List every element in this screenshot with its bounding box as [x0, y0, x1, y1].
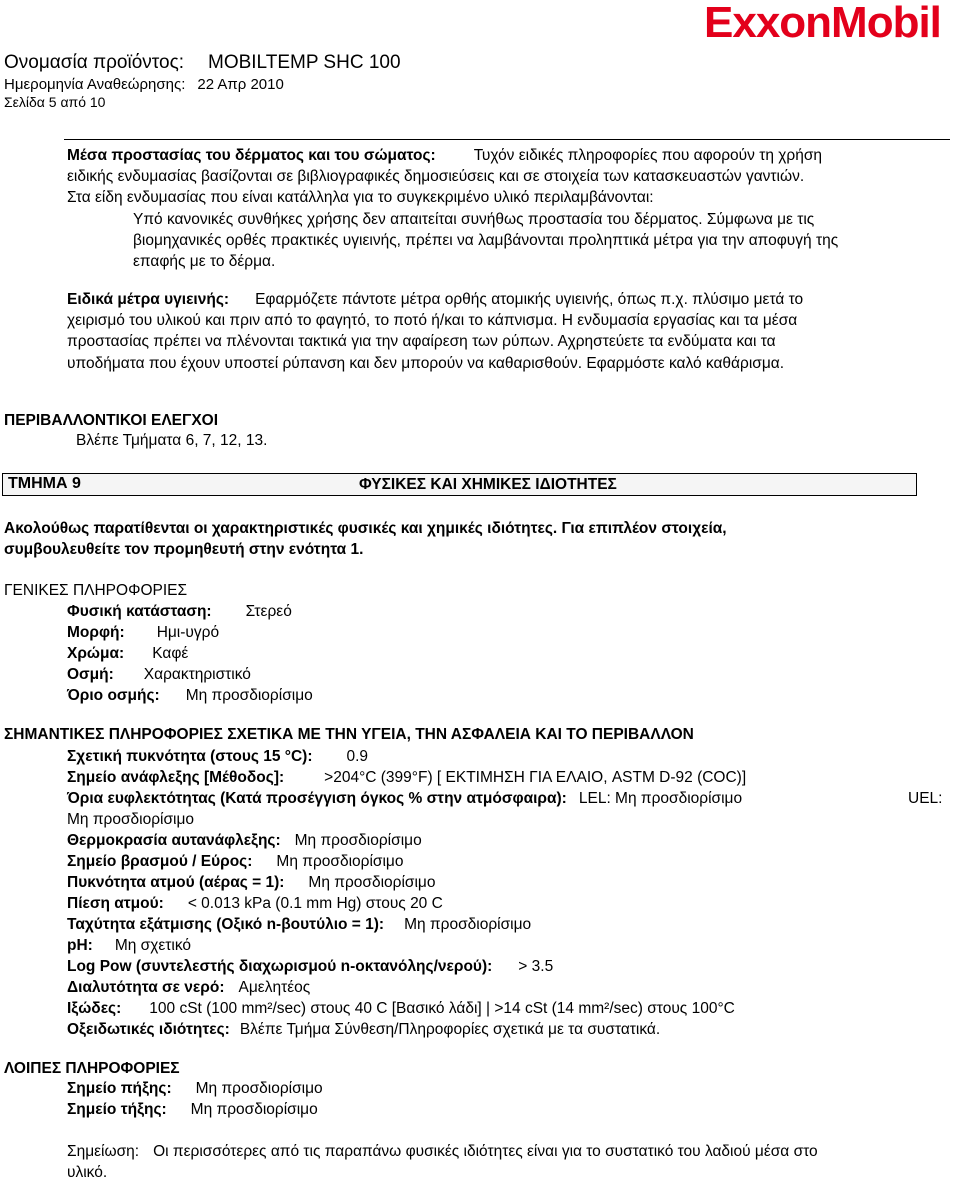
flash-point-label: Σημείο ανάφλεξης [Μέθοδος]:	[67, 769, 285, 786]
product-name-value: MOBILTEMP SHC 100	[208, 52, 401, 73]
viscosity-value: 100 cSt (100 mm²/sec) στους 40 C [Βασικό λάδι] | >14 cSt (14 mm²/sec) στους 100°C	[149, 1000, 735, 1017]
product-name-label: Ονομασία προϊόντος:	[4, 52, 184, 73]
note-text: Οι περισσότερες από τις παραπάνω φυσικές ιδιότητες είναι για το συστατικό του λαδιού μέσα στο	[153, 1143, 818, 1160]
flammability-limits-label: Όρια ευφλεκτότητας (Κατά προσέγγιση όγκος % στην ατμόσφαιρα):	[67, 790, 567, 807]
oxidizing-properties-label: Οξειδωτικές ιδιότητες:	[67, 1021, 230, 1038]
odor-threshold-value: Μη προσδιορίσιμο	[185, 687, 313, 704]
revision-date-value: 22 Απρ 2010	[197, 76, 284, 93]
odor-threshold-label: Όριο οσμής:	[67, 687, 160, 704]
autoignition-value: Μη προσδιορίσιμο	[294, 832, 422, 849]
autoignition-label: Θερμοκρασία αυτανάφλεξης:	[67, 832, 281, 849]
skin-protection-block	[67, 145, 822, 209]
vapor-pressure-value: < 0.013 kPa (0.1 mm Hg) στους 20 C	[187, 895, 443, 912]
skin-protection-detail	[133, 209, 838, 273]
hygiene-line3: προστασίας πρέπει να πλένονται τακτικά για την αφαίρεση των ρύπων. Αχρηστεύετε τα ενδύματα και τα	[67, 333, 776, 351]
general-item	[67, 601, 292, 622]
property-row	[67, 788, 742, 809]
flash-point-value: >204°C (399°F) [ ΕΚΤΙΜΗΣΗ ΓΙΑ ΕΛΑΙΟ, ASTM D-92 (COC)]	[324, 769, 747, 786]
evaporation-rate-label: Ταχύτητα εξάτμισης (Οξικό n-βουτύλιο = 1):	[67, 916, 385, 933]
boiling-point-label: Σημείο βρασμού / Εύρος:	[67, 853, 253, 870]
melting-point-value: Μη προσδιορίσιμο	[190, 1101, 318, 1118]
color-label: Χρώμα:	[67, 645, 125, 662]
section-9-number: ΤΜΗΜΑ 9	[8, 475, 81, 492]
environmental-heading: ΠΕΡΙΒΑΛΛΟΝΤΙΚΟΙ ΕΛΕΓΧΟΙ	[4, 412, 219, 429]
intro-line1: Ακολούθως παρατίθενται οι χαρακτηριστικές φυσικές και χημικές ιδιότητες. Για επιπλέον στοιχεία,	[4, 520, 727, 537]
skin-protection-line1: Τυχόν ειδικές πληροφορίες που αφορούν τη χρήση	[473, 147, 823, 164]
oxidizing-properties-value: Βλέπε Τμήμα Σύνθεση/Πληροφορίες σχετικά με τα συστατικά.	[239, 1021, 661, 1038]
property-row	[67, 830, 422, 851]
hygiene-heading: Ειδικά μέτρα υγιεινής:	[67, 291, 230, 308]
other-info-heading: ΛΟΙΠΕΣ ΠΛΗΡΟΦΟΡΙΕΣ	[4, 1060, 180, 1077]
vapor-density-value: Μη προσδιορίσιμο	[308, 874, 436, 891]
hygiene-line4: υποδήματα που έχουν υποστεί ρύπανση και δεν μπορούν να καθαρισθούν. Εφαρμόστε καλό καθάρισμα.	[67, 354, 785, 372]
note-line2: υλικό.	[67, 1164, 108, 1181]
ph-label: pH:	[67, 937, 93, 954]
relative-density-label: Σχετική πυκνότητα (στους 15 °C):	[67, 748, 313, 765]
general-item	[67, 685, 313, 706]
melting-point-label: Σημείο τήξης:	[67, 1101, 167, 1118]
product-name-row	[4, 52, 401, 74]
general-item	[67, 643, 188, 664]
general-item	[67, 622, 219, 643]
section-9-intro	[4, 518, 727, 560]
form-value: Ημι-υγρό	[156, 624, 220, 641]
general-info-heading: ΓΕΝΙΚΕΣ ΠΛΗΡΟΦΟΡΙΕΣ	[4, 582, 188, 599]
pour-point-label: Σημείο πήξης:	[67, 1080, 172, 1097]
hygiene-line2: χειρισμό του υλικού και πριν από το φαγητό, το ποτό ή/και το κάπνισμα. Η ενδυμασία εργασίας και τα μέσα	[67, 312, 798, 330]
skin-protection-line6: επαφής με το δέρμα.	[133, 253, 276, 271]
revision-date-label: Ημερομηνία Αναθεώρησης:	[4, 76, 186, 93]
health-safety-heading: ΣΗΜΑΝΤΙΚΕΣ ΠΛΗΡΟΦΟΡΙΕΣ ΣΧΕΤΙΚΑ ΜΕ ΤΗΝ ΥΓΕΙΑ, ΤΗΝ ΑΣΦΑΛΕΙΑ ΚΑΙ ΤΟ ΠΕΡΙΒΑΛΛΟΝ	[4, 726, 694, 743]
general-item	[67, 664, 251, 685]
flammability-lel: LEL: Μη προσδιορίσιμο	[578, 790, 743, 807]
log-pow-value: > 3.5	[518, 958, 554, 975]
property-row	[67, 767, 746, 788]
property-row	[67, 956, 553, 977]
skin-protection-line2: ειδικής ενδυμασίας βασίζονται σε βιβλιογραφικές δημοσιεύσεις και σε στοιχεία των κατασκευαστών γαντιών.	[67, 168, 805, 186]
property-row	[67, 914, 531, 935]
vapor-pressure-label: Πίεση ατμού:	[67, 895, 164, 912]
skin-protection-heading: Μέσα προστασίας του δέρματος και του σώματος:	[67, 147, 436, 164]
flammability-uel-value: Μη προσδιορίσιμο	[67, 811, 195, 828]
water-solubility-label: Διαλυτότητα σε νερό:	[67, 979, 225, 996]
other-item	[67, 1099, 318, 1120]
skin-protection-line5: βιομηχανικές ορθές πρακτικές υγιεινής, πρέπει να λαμβάνονται προληπτικά μέτρα για την αποφυγή της	[133, 232, 839, 250]
page-number: Σελίδα 5 από 10	[4, 94, 106, 110]
viscosity-label: Ιξώδες:	[67, 1000, 122, 1017]
header-divider	[64, 139, 950, 140]
property-row	[67, 998, 735, 1019]
note-label: Σημείωση:	[67, 1143, 140, 1160]
other-item	[67, 1078, 323, 1099]
vapor-density-label: Πυκνότητα ατμού (αέρας = 1):	[67, 874, 285, 891]
hygiene-line1: Εφαρμόζετε πάντοτε μέτρα ορθής ατομικής υγιεινής, όπως π.χ. πλύσιμο μετά το	[255, 291, 804, 308]
form-label: Μορφή:	[67, 624, 125, 641]
log-pow-label: Log Pow (συντελεστής διαχωρισμού n-οκτανόλης/νερού):	[67, 958, 493, 975]
flammability-uel-label: UEL:	[908, 790, 943, 807]
revision-date-row	[4, 76, 284, 93]
property-row	[67, 1019, 660, 1040]
boiling-point-value: Μη προσδιορίσιμο	[276, 853, 404, 870]
section-9-title: ΦΥΣΙΚΕΣ ΚΑΙ ΧΗΜΙΚΕΣ ΙΔΙΟΤΗΤΕΣ	[359, 476, 617, 493]
water-solubility-value: Αμελητέος	[238, 979, 311, 996]
skin-protection-line4: Υπό κανονικές συνθήκες χρήσης δεν απαιτείται συνήθως προστασία του δέρματος. Σύμφωνα με τις	[133, 211, 815, 228]
property-row	[67, 935, 191, 956]
property-row	[67, 893, 443, 914]
physical-state-label: Φυσική κατάσταση:	[67, 603, 212, 620]
skin-protection-line3: Στα είδη ενδυμασίας που είναι κατάλληλα για το συγκεκριμένο υλικό περιλαμβάνονται:	[67, 189, 654, 207]
evaporation-rate-value: Μη προσδιορίσιμο	[404, 916, 532, 933]
property-row	[67, 851, 403, 872]
property-row	[67, 746, 368, 767]
odor-value: Χαρακτηριστικό	[143, 666, 251, 683]
environmental-text: Βλέπε Τμήματα 6, 7, 12, 13.	[76, 432, 268, 449]
hygiene-block	[67, 289, 803, 374]
pour-point-value: Μη προσδιορίσιμο	[195, 1080, 323, 1097]
relative-density-value: 0.9	[346, 748, 369, 765]
exxonmobil-logo: ExxonMobil	[704, 0, 941, 47]
odor-label: Οσμή:	[67, 666, 114, 683]
color-value: Καφέ	[152, 645, 189, 662]
physical-state-value: Στερεό	[245, 603, 292, 620]
ph-value: Μη σχετικό	[114, 937, 192, 954]
property-row	[67, 872, 435, 893]
section-9-header	[2, 473, 917, 496]
intro-line2: συμβουλευθείτε τον προμηθευτή στην ενότητα 1.	[4, 541, 364, 559]
note-line1	[67, 1141, 818, 1162]
property-row	[67, 977, 310, 998]
